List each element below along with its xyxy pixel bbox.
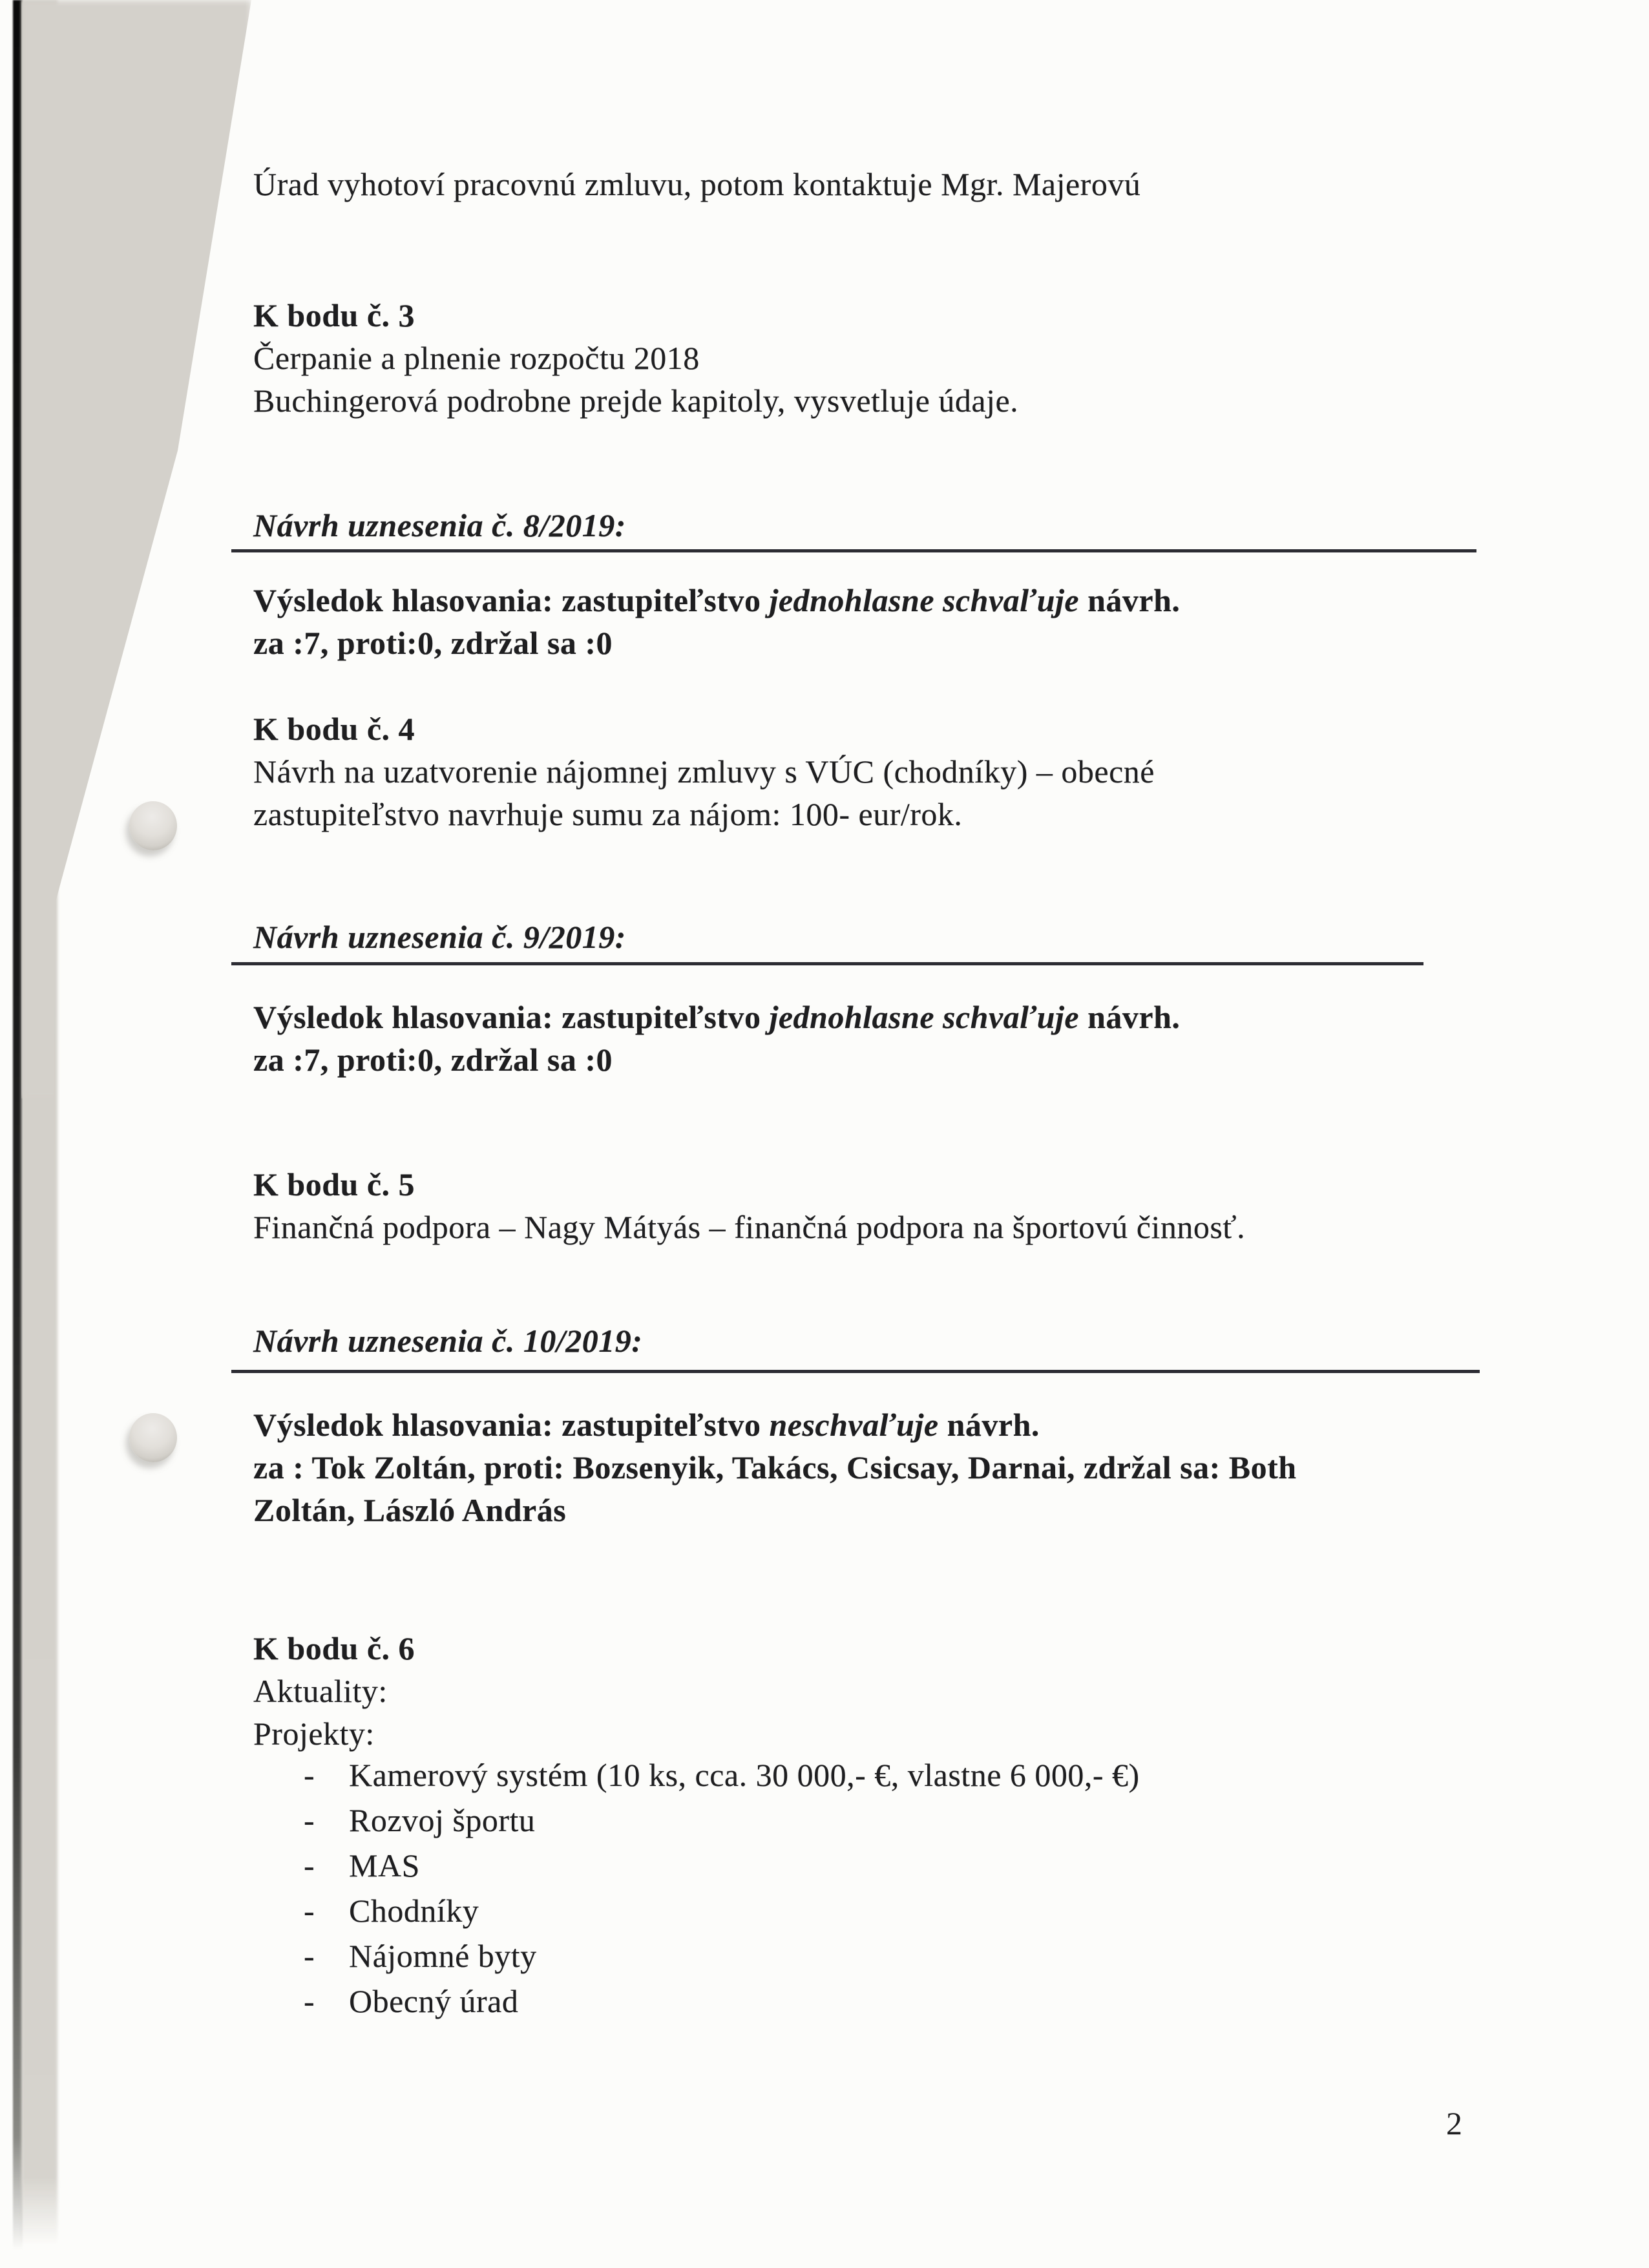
- list-item: [304, 1798, 1140, 1843]
- vote-9-emphasis: jednohlasne schvaľuje: [769, 999, 1080, 1035]
- vote-9-tally: za :7, proti:0, zdržal sa :0: [253, 1042, 613, 1078]
- list-item: [304, 1752, 1140, 1798]
- heading-underline: [231, 962, 1423, 965]
- section-bod6: [253, 1627, 415, 1755]
- vote-9-prefix-text: Výsledok hlasovania: zastupiteľstvo: [253, 999, 770, 1035]
- vote-10-prefix-text: Výsledok hlasovania: zastupiteľstvo: [253, 1407, 770, 1443]
- list-item-text: Nájomné byty: [349, 1938, 537, 1974]
- vote-8-emphasis: jednohlasne schvaľuje: [769, 582, 1080, 618]
- projects-list: [304, 1752, 1140, 2024]
- vote-8-tally: za :7, proti:0, zdržal sa :0: [253, 625, 613, 661]
- section-bod3: [253, 294, 1018, 422]
- section-bod6-line1: Aktuality:: [253, 1673, 388, 1709]
- punch-hole-shadow: [129, 801, 177, 850]
- section-bod3-heading: K bodu č. 3: [253, 297, 415, 333]
- list-item: [304, 1888, 1140, 1933]
- vote-result-8: [253, 579, 1180, 664]
- section-bod3-line1: Čerpanie a plnenie rozpočtu 2018: [253, 340, 700, 376]
- vote-result-9-line: [253, 996, 1180, 1038]
- list-item-text: Kamerový systém (10 ks, cca. 30 000,- €, vlastne 6 000,- €): [349, 1757, 1140, 1793]
- resolution-10-heading: Návrh uznesenia č. 10/2019:: [253, 1323, 643, 1359]
- list-item: [304, 1843, 1140, 1888]
- section-bod6-line2: Projekty:: [253, 1716, 375, 1752]
- vote-10-tally-line1: za : Tok Zoltán, proti: Bozsenyik, Takács, Csicsay, Darnai, zdržal sa: Both: [253, 1449, 1297, 1486]
- list-item-text: Chodníky: [349, 1893, 479, 1929]
- list-item: [304, 1979, 1140, 2024]
- section-bod5: [253, 1163, 1245, 1248]
- hyphen-bullet: -: [304, 1983, 315, 2019]
- vote-result-8-line: [253, 579, 1180, 622]
- section-bod6-heading: K bodu č. 6: [253, 1630, 415, 1666]
- section-bod4: [253, 708, 1155, 835]
- vote-result-10: [253, 1403, 1297, 1531]
- page-number: 2: [1446, 2105, 1462, 2141]
- list-item: [304, 1933, 1140, 1979]
- list-item-text: Rozvoj športu: [349, 1802, 536, 1838]
- section-bod4-line1: Návrh na uzatvorenie nájomnej zmluvy s VÚC (chodníky) – obecné: [253, 753, 1155, 790]
- vote-10-emphasis: neschvaľuje: [769, 1407, 939, 1443]
- vote-8-prefix-text: Výsledok hlasovania: zastupiteľstvo: [253, 582, 770, 618]
- hyphen-bullet: -: [304, 1802, 315, 1838]
- hyphen-bullet: -: [304, 1893, 315, 1929]
- section-bod3-line2: Buchingerová podrobne prejde kapitoly, vysvetluje údaje.: [253, 383, 1019, 419]
- section-bod4-heading: K bodu č. 4: [253, 711, 415, 747]
- heading-underline: [231, 1370, 1480, 1373]
- vote-result-9: [253, 996, 1180, 1081]
- intro-paragraph: Úrad vyhotoví pracovnú zmluvu, potom kontaktuje Mgr. Majerovú: [253, 166, 1141, 202]
- vote-9-suffix: návrh.: [1079, 999, 1181, 1035]
- resolution-8-heading: Návrh uznesenia č. 8/2019:: [253, 507, 626, 543]
- vote-result-10-line: [253, 1403, 1297, 1446]
- resolution-9-heading: Návrh uznesenia č. 9/2019:: [253, 919, 626, 955]
- hyphen-bullet: -: [304, 1938, 315, 1974]
- hyphen-bullet: -: [304, 1757, 315, 1793]
- vote-8-suffix: návrh.: [1079, 582, 1181, 618]
- section-bod4-line2: zastupiteľstvo navrhuje sumu za nájom: 100- eur/rok.: [253, 796, 963, 832]
- list-item-text: MAS: [349, 1847, 420, 1884]
- heading-underline: [231, 549, 1476, 552]
- list-item-text: Obecný úrad: [349, 1983, 519, 2019]
- punch-hole-shadow: [129, 1413, 177, 1462]
- vote-10-tally-line2: Zoltán, László András: [253, 1492, 567, 1528]
- vote-10-suffix: návrh.: [938, 1407, 1040, 1443]
- hyphen-bullet: -: [304, 1847, 315, 1884]
- section-bod5-heading: K bodu č. 5: [253, 1166, 415, 1202]
- section-bod5-line1: Finančná podpora – Nagy Mátyás – finančná podpora na športovú činnosť.: [253, 1209, 1246, 1245]
